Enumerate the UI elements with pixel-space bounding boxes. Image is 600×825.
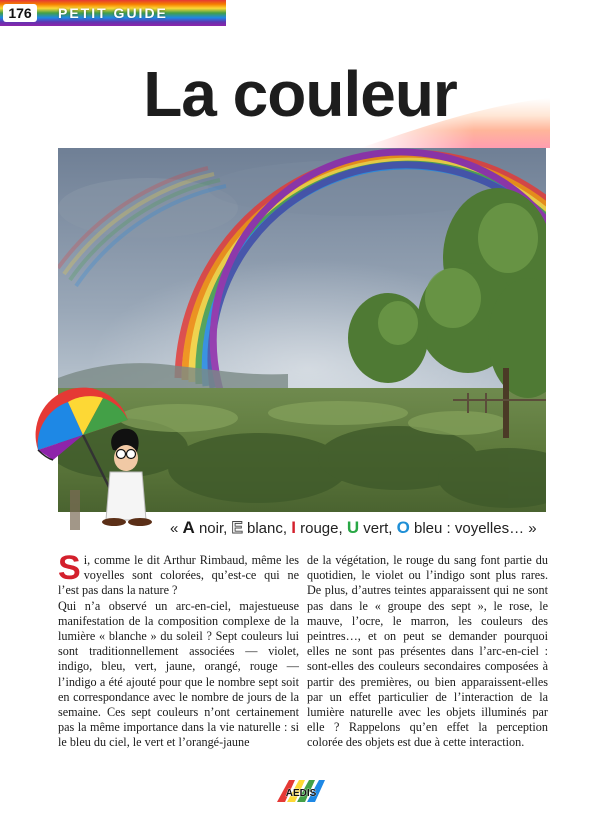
vowel-U: U <box>346 518 360 537</box>
intro-paragraph: Si, comme le dit Arthur Rimbaud, même les voyelles sont colorées, qu’est-ce qui ne l’est pas dans la nature ? <box>58 549 299 598</box>
page-number: 176 <box>3 4 37 22</box>
vowel-E: E <box>231 518 243 537</box>
page-title: La couleur <box>143 58 457 130</box>
series-title: PETIT GUIDE <box>58 5 168 21</box>
body-column-2 <box>307 553 548 751</box>
svg-text:AEDIS: AEDIS <box>285 788 317 799</box>
rimbaud-quote: « A noir, E blanc, I rouge, U vert, O bleu : voyelles… » <box>170 518 537 537</box>
vowel-A: A <box>182 518 195 537</box>
continued-paragraph: de la végétation, le rouge du sang font partie du quotidien, le violet ou l’indigo sont plus rares. De plus, d’autres teintes apparaissent qui ne sont pas dans le « groupe des sept », le rose, le mauve, l’ocre, le marron, les couleurs des peintres…, et on peut se demander pourquoi elles ne sont pas présentes dans l’arc-en-ciel : sont-elles des couleurs secondaires composées à partir des premières, ou bien apparaissent-elles par un effet particulier de l’interaction de la lumière naturelle avec les objets illuminés par elle ? Rappelons qu’en effet la perception colorée des objets est due à cette interaction. <box>307 553 548 750</box>
series-band <box>0 0 226 26</box>
umbrella-character-illustration <box>28 380 178 530</box>
publisher-logo <box>275 778 327 804</box>
vowel-I: I <box>291 518 296 537</box>
drop-cap: S <box>58 549 81 587</box>
vowel-O: O <box>396 518 410 537</box>
body-column-1 <box>58 549 299 751</box>
rainbow-paragraph: Qui n’a observé un arc-en-ciel, majestueuse manifestation de la composition complexe de la lumière « blanche » du soleil ? Sept couleurs lui sont traditionnellement associées — violet, indigo, bleu, vert, jaune, orangé, rouge — l’indigo a été ajouté pour que le nombre sept soit en correspondance avec le nombre de jours de la semaine. Ces sept couleurs n’ont certainement pas la même importance dans la vie naturelle : si le bleu du ciel, le vert et l’orangé-jaune <box>58 598 299 750</box>
